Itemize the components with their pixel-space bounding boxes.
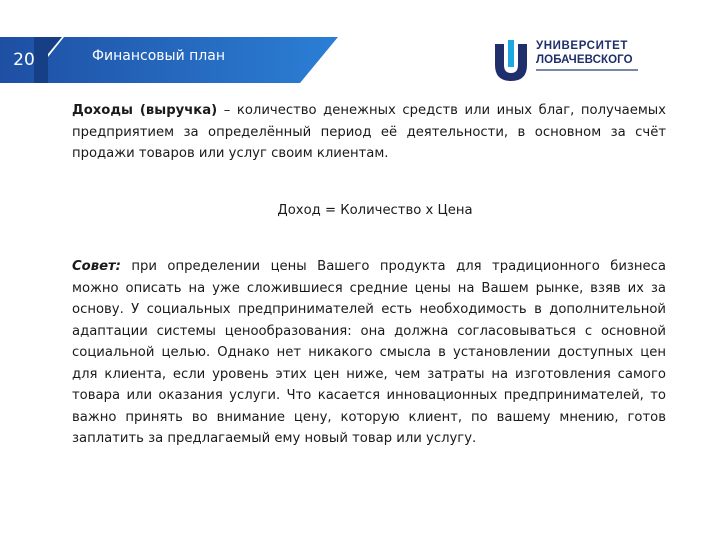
advice-text: при определении цены Вашего продукта для традиционного бизнеса можно описать на уже сложившиеся средние цены на Вашем рынке, взяв их за основу. У социальных предпринимателей есть необходимость в дополнительной адаптации системы ценообразования: она должна согласовываться с основной социальной целью. Однако нет никакого смысла в установлении доступных цен для клиента, если уровень этих цен ниже, чем затраты на изготовления самого товара или оказания услуги. Что касается инновационных предпринимателей, то важно принять во внимание цену, которую клиент, по вашему мнению, готов заплатить за предлагаемый ему новый товар или услугу. bbox=[72, 259, 666, 446]
definition-paragraph bbox=[72, 100, 666, 165]
definition-text: – количество денежных средств или иных благ, получаемых предприятием за определённый период её деятельности, в основном за счёт продажи товаров или услуг своим клиентам. bbox=[72, 103, 666, 161]
definition-term: Доходы (выручка) bbox=[72, 103, 218, 118]
university-logo-icon bbox=[493, 40, 529, 82]
advice-label: Совет: bbox=[72, 259, 121, 274]
revenue-formula: Доход = Количество х Цена bbox=[277, 202, 473, 218]
advice-paragraph bbox=[72, 256, 666, 450]
university-logo bbox=[493, 40, 653, 84]
university-logo-text bbox=[536, 41, 638, 71]
logo-line-2: ЛОБАЧЕВСКОГО bbox=[536, 53, 633, 66]
slide-content bbox=[72, 100, 666, 450]
slide-number: 20 bbox=[13, 50, 35, 70]
logo-underline bbox=[536, 69, 638, 71]
logo-line-1: УНИВЕРСИТЕТ bbox=[536, 40, 628, 52]
slide-title: Финансовый план bbox=[92, 48, 225, 64]
